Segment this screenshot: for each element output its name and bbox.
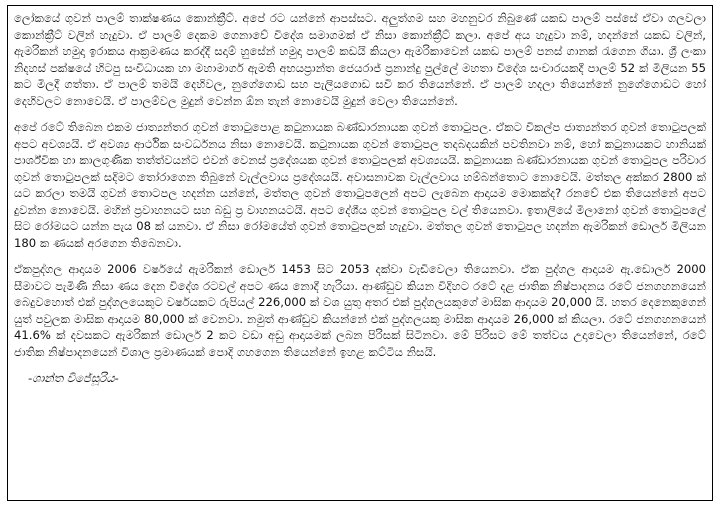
article-page [7, 5, 713, 501]
paragraph-income: ඒකපුද්ගල ආදායම 2006 වර්ෂයේ ඇමරිකන් ඩොලර් 1453 සිට 2053 දක්වා වැඩිවෙලා තියෙනවා. ඒක පුද්ගල ආදායම ඇ.ඩොලර් 2000 සීමාවට පැමිණි නිසා ණය දෙන විදේශ රටවල් අපට ණය නොදී හැරියා. ආණ්ඩුව කියන විදිහට රටේ දළ ජාතික නිෂ්පාදනය රටේ ජනගහනයෙන් බෙදුවහොත් එක් පුද්ගලයෙකුට වර්ෂයකට රුපියල් 226,000 ක් වශ යුතු අතර එක් පුද්ගලයකුගේ මාසික ආදායම 20,000 යි. හතර දෙනෙකුගෙන් යුත් පවුලක මාසික ආදායම 80,000 ක් වෙනවා. නමුත් ආණ්ඩුව කියන්නේ එක් පුද්ගලයකු මාසික ආදායම 26,000 ක් කියලා. රටේ ජනගහනයෙන් 41.6% ක් දවසකට ඇමරිකන් ඩොලර් 2 කට වඩා අඩු ආදායමක් ලබන පිරිසක් සිටිනවා. මේ පිරිසට මේ තත්වය උදාවෙලා තියෙන්නේ, රටේ ජාතික නිෂ්පාදනයෙන් විශාල ප්‍රමාණයක් පොදි ගහගෙන තියෙන්නේ ඉහළ කට්ටිය නිසයි. [14, 262, 706, 359]
paragraph-airport: අපේ රටේ තිබෙන එකම ජාත්‍යන්තර ගුවන් තොටුපොළ කටුනායක බණ්ඩාරනායක ගුවන් තොටුපල. ඒකට විකල්ප ජාත්‍යන්තර ගුවන් තොටුපලක් අපට අවශ්‍යයි. ඒ අවශ්‍ය ආර්ථික සංවර්ධනය නිසා නොවෙයි. කටුනායක ගුවන් තොටුපල තදබදයකින් පවතිනවා නම්, හෝ කටුනායකට හානියක් පාර්ශ්වික හා කාලගුණික තත්ත්වයන්ට එවන් වෙනස් ප්‍රදේශයක ගුවන් තොටුපලක් අවශ්‍යයයි. කටුනායක බණ්ඩාරනායක ගුවන් තොටුපල පරිවාර ගුවන් තොටුපලක් සදිමට තෝරාගෙන තිබුනේ වැල්ලවාය ප්‍රදේශයයි. අවාසනාවක වැල්ලවාය හම්බන්තොට නොවෙයි. මත්තල අක්කර 2800 ක් යට කරලා තමයි ගුවන් තොටපල හදන්න යන්නේ, මත්තල ගුවන් තොටුපලෙන් අපට ලැබෙන ආදායම මොකක්ද? රනවේ එක තියෙන්නේ අපට දුවන්න නොවෙයි. මහින් ප්‍රවාහනයට සහ බඩු ප්‍ර වාහනයටයි. අපට දේශීය ගුවන් තොටුපල වල් තියෙනවා. ඉතාලියේ මිලානෝ ගුවන් තොටුපලේ සිට රෝමයට යන්න පැය 08 ක් යනවා. ඒ නිසා රෝමයේත් ගුවන් තොටුපලක් හැදුවා. මත්තල ගුවන් තොටුපල හදන්න ඇමරිකන් ඩොලර් මිලියන 180 ක ණයක් අරගෙන තිබෙනවා. [14, 120, 706, 250]
author-signature: -ශාන්ත විජේසූරිය- [28, 371, 119, 385]
paragraph-bridges: ලෝකයේ ගුවන් පාලම් තාක්ෂණය කොන්ක්‍රීට්. අපේ රට යන්නේ ආපස්සට. අලුත්ගම සහ මහනුවර නිබුණේ යකඩ පාලම් පස්සේ ඒවා ගලවලා කොන්ක්‍රීට් වලින් හැදුවා. ඒ පාලම් දෙකම ගෙනාවේ විදේශ සමාගමක් ඒ නිසා කොන්ක්‍රීට් කලා. අපේ අය හැදුවා නම්, හදන්නේ යකඩ වලින්, ඇමරිකන් හමුදා ඉරාකය ආක්‍රමණය කරද්දී සදාම් හුසේන් හමුදා පාලම් කඩයි කියලා ඇමරිකාවෙන් යකඩ පාලම් පනස් ගානක් රැගෙන ගියා. ශ්‍රී ලංකා නිදහස් පක්ෂයේ හිටපු සංවිධායක හා මහාමාර්ග ඇමති අභයප්‍රාන්ත ජෙයරාජ් ප්‍රනාන්දු පුල්ලේ මහතා විදේශ සංචාරයකදී පාලම් 52 ක් මිලියන 55 කට මිලදී ගත්තා. ඒ පාලම් තමයි දෙහිවල, නුගේගොඩ සහ පැලියගොඩ සවි කර තියෙන්නේ. ඒ පාලම් හදලා තියෙන්නේ නුගේගොඩට හෝ දෙහිවලට නොවෙයි. ඒ පාලම්වල මුදුන් වෙන්න ඕන තැන් නොවෙයි මුදුන් වෙලා තියෙන්නේ. [14, 11, 707, 108]
